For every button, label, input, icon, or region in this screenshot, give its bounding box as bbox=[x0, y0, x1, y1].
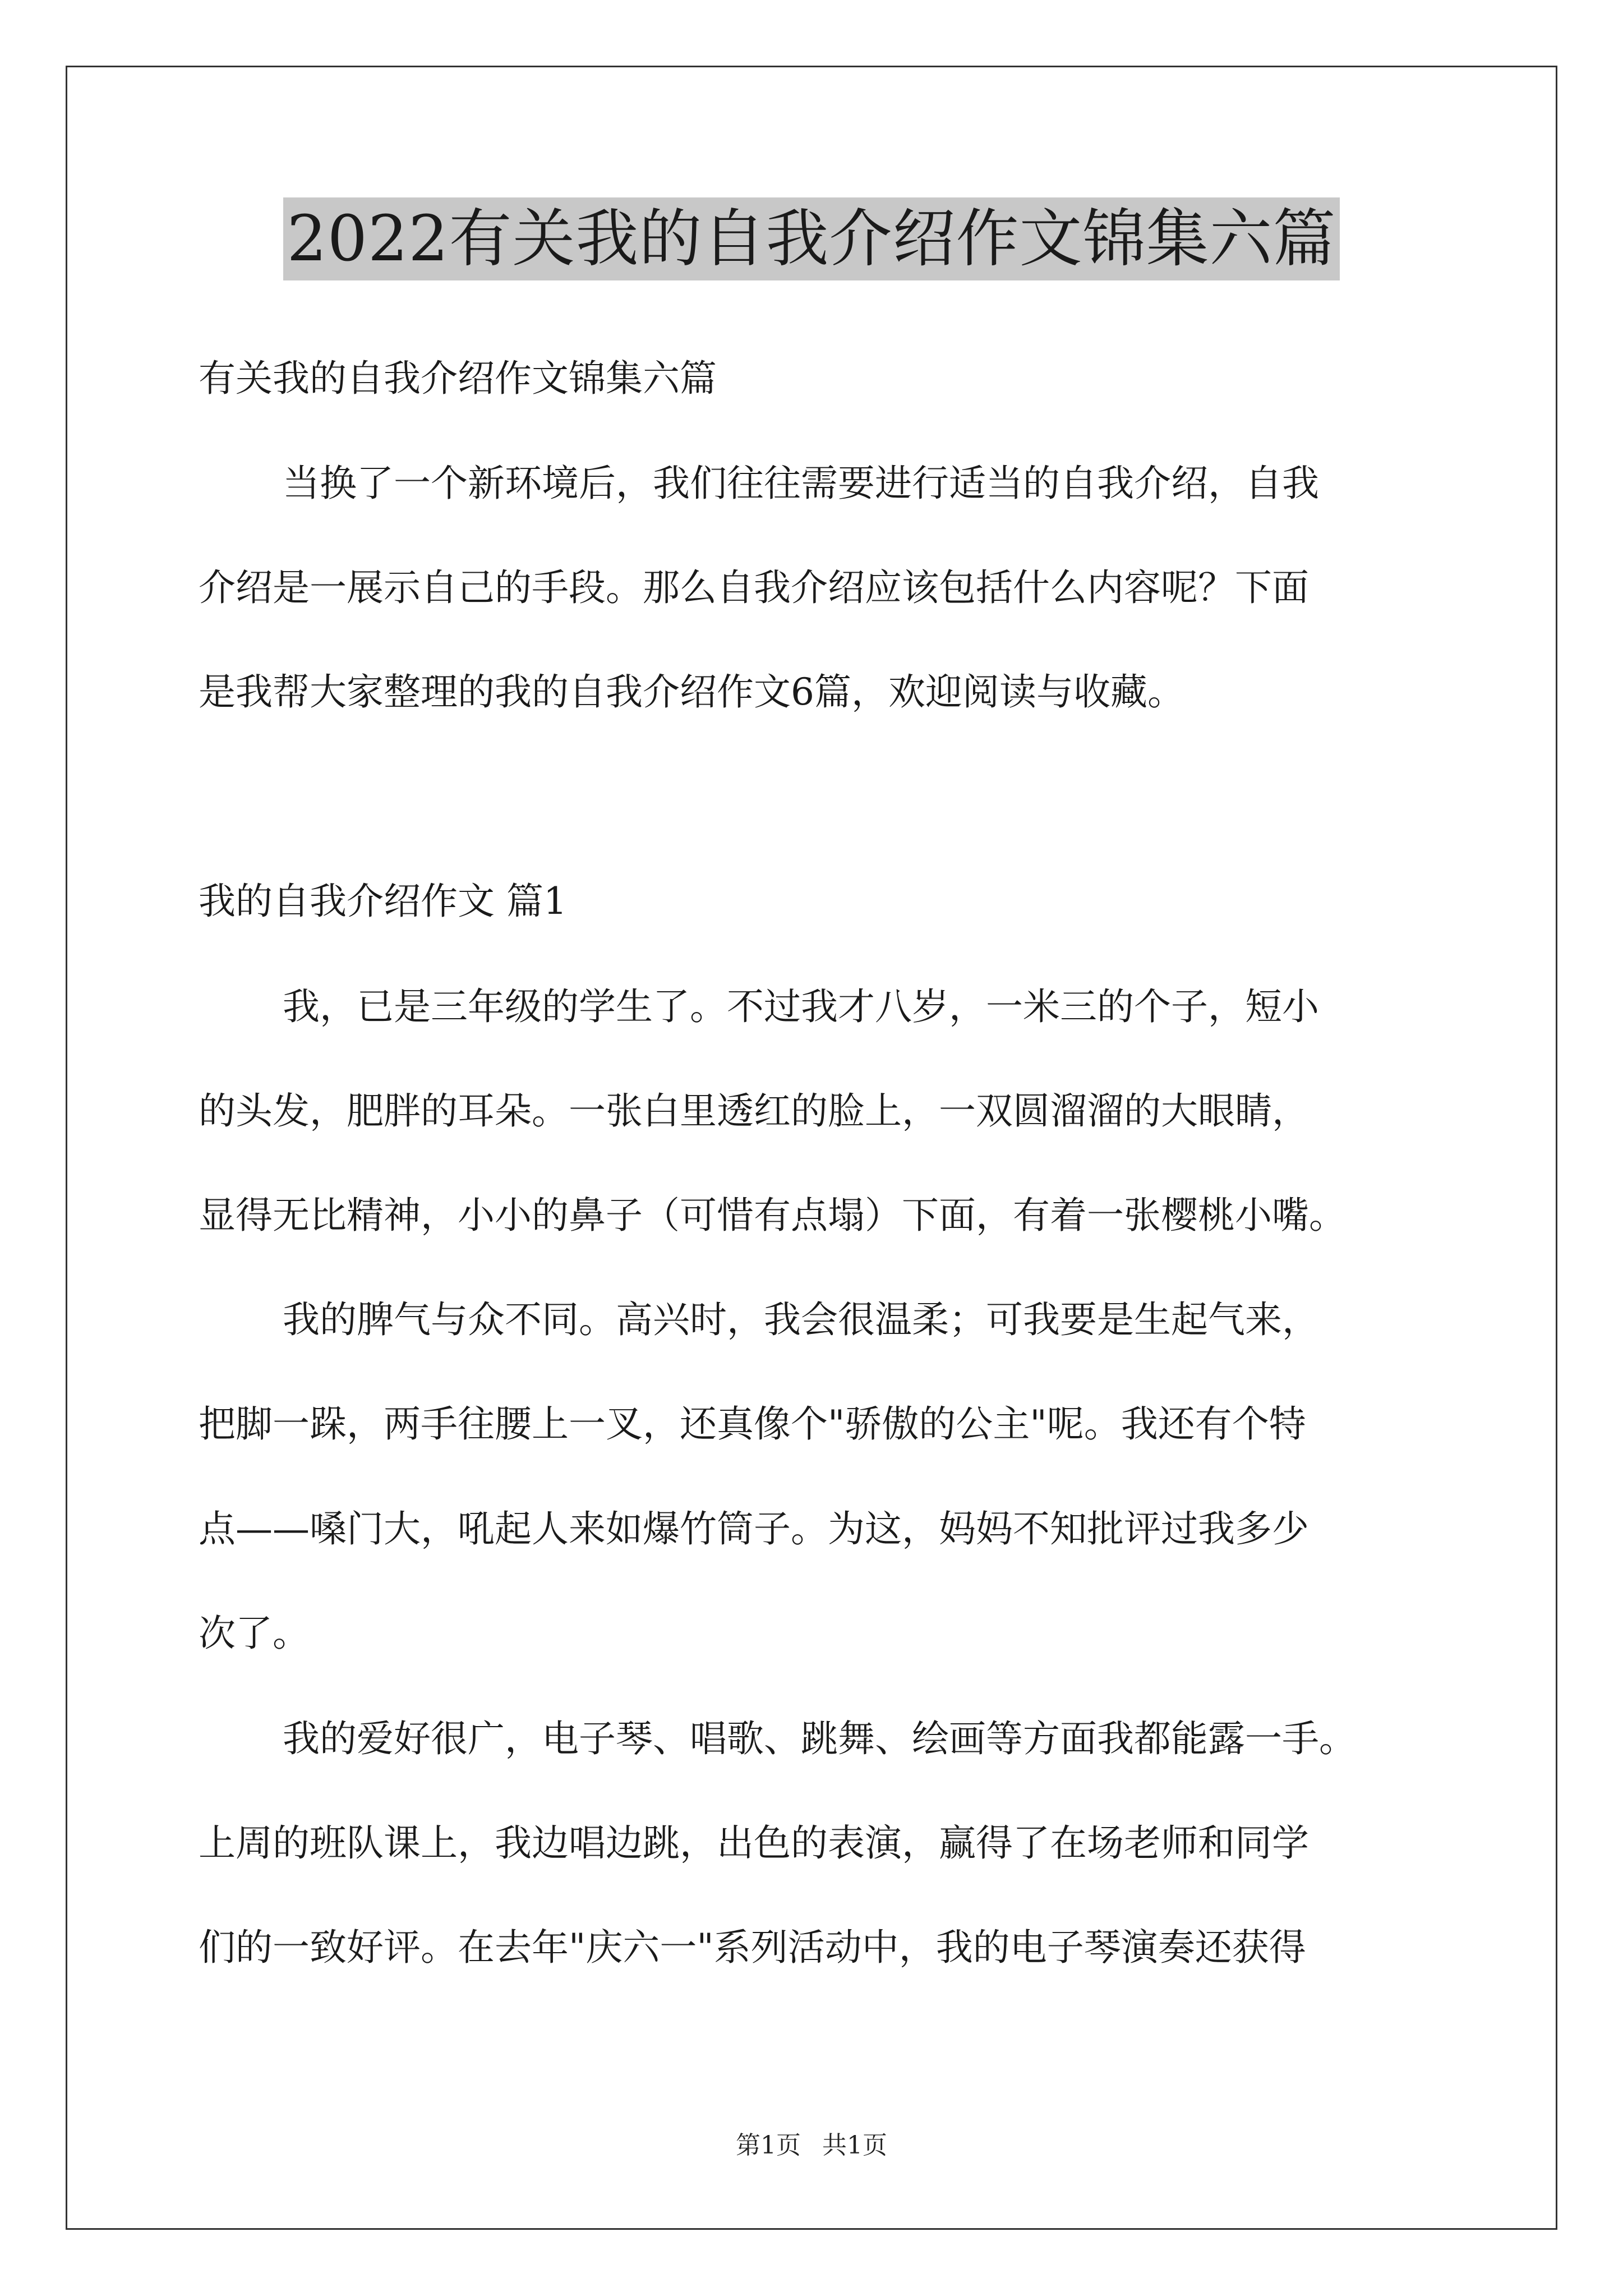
section-heading: 我的自我介绍作文 篇1 bbox=[199, 880, 567, 923]
paragraph2-line-3: 点——嗓门大，吼起人来如爆竹筒子。为这，妈妈不知批评过我多少 bbox=[199, 1507, 1309, 1550]
paragraph1-line-3: 显得无比精神，小小的鼻子（可惜有点塌）下面，有着一张樱桃小嘴。 bbox=[199, 1194, 1346, 1237]
intro-line-1: 当换了一个新环境后，我们往往需要进行适当的自我介绍，自我 bbox=[283, 462, 1319, 505]
paragraph1-line-1: 我，已是三年级的学生了。不过我才八岁，一米三的个子，短小 bbox=[283, 985, 1319, 1028]
paragraph3-line-2: 上周的班队课上，我边唱边跳，出色的表演，赢得了在场老师和同学 bbox=[199, 1821, 1309, 1865]
page-number-current: 第1页 bbox=[736, 2131, 801, 2160]
paragraph3-line-1: 我的爱好很广，电子琴、唱歌、跳舞、绘画等方面我都能露一手。 bbox=[283, 1717, 1356, 1760]
paragraph2-line-1: 我的脾气与众不同。高兴时，我会很温柔；可我要是生起气来， bbox=[283, 1298, 1319, 1341]
paragraph2-line-2: 把脚一跺，两手往腰上一叉，还真像个"骄傲的公主"呢。我还有个特 bbox=[199, 1402, 1306, 1446]
page-footer bbox=[0, 2129, 1623, 2162]
paragraph1-line-2: 的头发，肥胖的耳朵。一张白里透红的脸上，一双圆溜溜的大眼睛， bbox=[199, 1089, 1309, 1133]
paragraph3-line-3: 们的一致好评。在去年"庆六一"系列活动中，我的电子琴演奏还获得 bbox=[199, 1926, 1306, 1969]
page-number-total: 共1页 bbox=[822, 2131, 887, 2160]
title-container bbox=[0, 197, 1623, 280]
paragraph2-line-4: 次了。 bbox=[199, 1612, 310, 1655]
intro-line-2: 介绍是一展示自己的手段。那么自我介绍应该包括什么内容呢？下面 bbox=[199, 566, 1309, 609]
subtitle: 有关我的自我介绍作文锦集六篇 bbox=[199, 357, 717, 400]
document-title: 2022有关我的自我介绍作文锦集六篇 bbox=[283, 197, 1339, 280]
intro-line-3: 是我帮大家整理的我的自我介绍作文6篇，欢迎阅读与收藏。 bbox=[199, 670, 1184, 714]
